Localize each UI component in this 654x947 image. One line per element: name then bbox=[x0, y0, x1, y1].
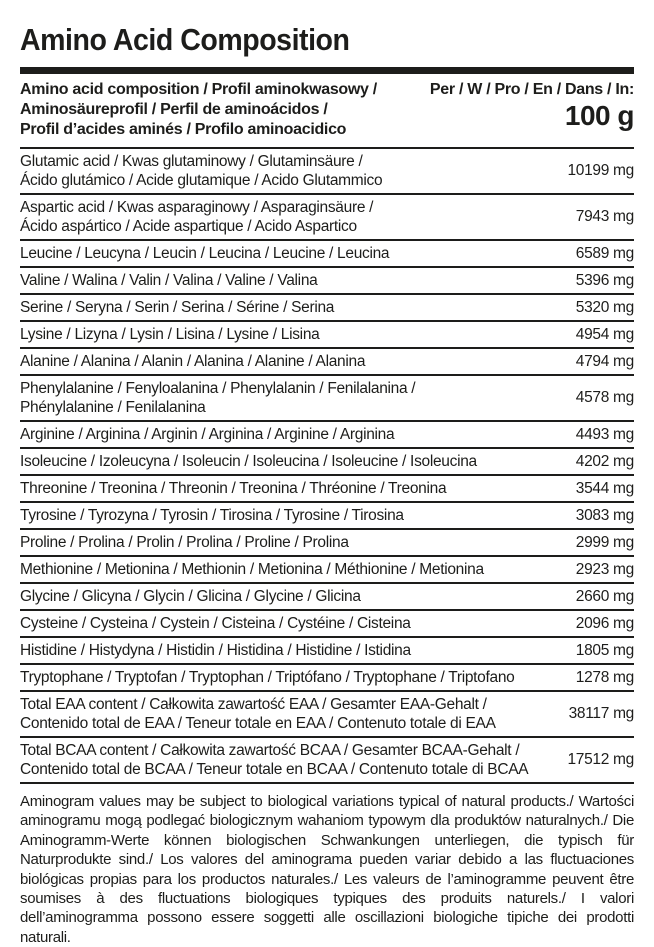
amino-name-line: Proline / Prolina / Prolin / Prolina / Proline / Prolina bbox=[20, 534, 349, 551]
amino-name-line: Ácido aspártico / Acide aspartique / Acido Aspartico bbox=[20, 218, 357, 235]
amino-value: 4202 mg bbox=[575, 452, 634, 470]
table-row bbox=[20, 195, 634, 241]
amino-names bbox=[20, 198, 373, 236]
amino-value: 7943 mg bbox=[575, 208, 634, 225]
amino-names bbox=[20, 506, 404, 525]
table-row bbox=[20, 584, 634, 611]
amino-names bbox=[20, 587, 361, 606]
amino-value: 4578 mg bbox=[575, 389, 634, 406]
amino-name-line: Isoleucine / Izoleucyna / Isoleucin / Isoleucina / Isoleucine / Isoleucina bbox=[20, 453, 477, 470]
amino-value: 6589 mg bbox=[575, 244, 634, 262]
amino-names bbox=[20, 271, 317, 290]
table-row bbox=[20, 449, 634, 476]
amino-value: 4954 mg bbox=[575, 325, 634, 343]
table-row bbox=[20, 241, 634, 268]
per-serving-amount: 100 g bbox=[564, 100, 634, 131]
table-row bbox=[20, 268, 634, 295]
amino-name-line: Serine / Seryna / Serin / Serina / Sérine / Serina bbox=[20, 299, 335, 316]
amino-name-line: Tryptophane / Tryptofan / Tryptophan / Triptófano / Tryptophane / Triptofano bbox=[20, 669, 515, 686]
amino-value: 1805 mg bbox=[575, 641, 634, 659]
amino-name-line: Contenido total de BCAA / Teneur totale en BCAA / Contenuto totale di BCAA bbox=[20, 761, 529, 778]
amino-names bbox=[20, 695, 496, 733]
amino-value: 3544 mg bbox=[575, 479, 634, 497]
amino-value: 2999 mg bbox=[575, 533, 634, 551]
table-row bbox=[20, 530, 634, 557]
amino-name-line: Glycine / Glicyna / Glycin / Glicina / Glycine / Glicina bbox=[20, 588, 361, 605]
table-row bbox=[20, 295, 634, 322]
table-row bbox=[20, 149, 634, 195]
title-divider bbox=[20, 67, 634, 74]
amino-value: 4794 mg bbox=[575, 352, 634, 370]
table-row bbox=[20, 557, 634, 584]
amino-names bbox=[20, 244, 389, 263]
table-row bbox=[20, 476, 634, 503]
amino-name-line: Total EAA content / Całkowita zawartość EAA / Gesamter EAA-Gehalt / bbox=[20, 696, 487, 713]
amino-name-line: Leucine / Leucyna / Leucin / Leucina / Leucine / Leucina bbox=[20, 245, 390, 262]
amino-value: 38117 mg bbox=[568, 705, 634, 722]
amino-value: 2660 mg bbox=[575, 587, 634, 605]
table-row bbox=[20, 503, 634, 530]
amino-name-line: Phénylalanine / Fenilalanina bbox=[20, 399, 206, 416]
amino-names bbox=[20, 533, 349, 552]
table-row bbox=[20, 376, 634, 422]
table-row bbox=[20, 611, 634, 638]
table-row bbox=[20, 422, 634, 449]
amino-name-line: Ácido glutámico / Acide glutamique / Acido Glutammico bbox=[20, 172, 383, 189]
amino-value: 1278 mg bbox=[575, 668, 634, 686]
table-row bbox=[20, 692, 634, 738]
amino-names bbox=[20, 668, 514, 687]
amino-name-line: Tyrosine / Tyrozyna / Tyrosin / Tirosina / Tyrosine / Tirosina bbox=[20, 507, 404, 524]
amino-value: 4493 mg bbox=[575, 425, 634, 443]
header-label-line: Amino acid composition / Profil aminokwasowy / bbox=[20, 81, 377, 98]
amino-names bbox=[20, 614, 411, 633]
header-label-line: Profil d’acides aminés / Profilo aminoacidico bbox=[20, 121, 347, 138]
header-column-label bbox=[20, 80, 377, 140]
amino-names bbox=[20, 741, 528, 779]
amino-name-line: Valine / Walina / Valin / Valina / Valine / Valina bbox=[20, 272, 318, 289]
amino-name-line: Arginine / Arginina / Arginin / Arginina / Arginine / Arginina bbox=[20, 426, 395, 443]
amino-value: 3083 mg bbox=[575, 506, 634, 524]
footnote: Aminogram values may be subject to biological variations typical of natural products./ Wartości aminogramu mogą podlegać biologicznym wahaniom typowym dla produktów naturalnych./ Die Aminogramm-Werte können biologischen Schwankungen unterliegen, die typisch für Naturprodukte sind./ Los valores del aminograma pueden variar debido a las fluctuaciones biológicas propias para los productos naturales./ Les valeurs de l’aminogramme peuvent être soumises à des fluctuations biologiques typiques des produits naturels./ I valori dell’aminogramma possono essere soggetti alle oscillazioni biologiche tipiche dei prodotti naturali. bbox=[20, 793, 634, 946]
table-header bbox=[20, 74, 634, 149]
amino-name-line: Phenylalanine / Fenyloalanina / Phenylalanin / Fenilalanina / bbox=[20, 380, 416, 397]
amino-name-line: Contenido total de EAA / Teneur totale en EAA / Contenuto totale di EAA bbox=[20, 715, 496, 732]
header-label-line: Aminosäureprofil / Perfil de aminoácidos / bbox=[20, 101, 328, 118]
amino-names bbox=[20, 641, 411, 660]
per-serving-label: Per / W / Pro / En / Dans / In: bbox=[429, 81, 634, 98]
amino-name-line: Threonine / Treonina / Threonin / Treonina / Thréonine / Treonina bbox=[20, 480, 447, 497]
amino-names bbox=[20, 560, 484, 579]
amino-names bbox=[20, 479, 446, 498]
amino-names bbox=[20, 152, 382, 190]
amino-name-line: Histidine / Histydyna / Histidin / Histidina / Histidine / Istidina bbox=[20, 642, 411, 659]
amino-names bbox=[20, 379, 415, 417]
table-row bbox=[20, 322, 634, 349]
table-row bbox=[20, 638, 634, 665]
amino-value: 17512 mg bbox=[567, 751, 634, 768]
amino-names bbox=[20, 452, 477, 471]
amino-name-line: Cysteine / Cysteina / Cystein / Cisteina / Cystéine / Cisteina bbox=[20, 615, 411, 632]
amino-names bbox=[20, 425, 394, 444]
amino-name-line: Alanine / Alanina / Alanin / Alanina / Alanine / Alanina bbox=[20, 353, 366, 370]
amino-value: 5320 mg bbox=[575, 298, 634, 316]
table-row bbox=[20, 665, 634, 692]
amino-value: 5396 mg bbox=[575, 271, 634, 289]
amino-value: 2096 mg bbox=[575, 614, 634, 632]
amino-names bbox=[20, 325, 319, 344]
amino-names bbox=[20, 298, 334, 317]
header-per-block bbox=[430, 80, 634, 132]
table-row bbox=[20, 738, 634, 784]
amino-name-line: Methionine / Metionina / Methionin / Metionina / Méthionine / Metionina bbox=[20, 561, 484, 578]
amino-name-line: Lysine / Lizyna / Lysin / Lisina / Lysine / Lisina bbox=[20, 326, 320, 343]
table-row bbox=[20, 349, 634, 376]
amino-name-line: Total BCAA content / Całkowita zawartość BCAA / Gesamter BCAA-Gehalt / bbox=[20, 742, 520, 759]
amino-name-line: Glutamic acid / Kwas glutaminowy / Glutaminsäure / bbox=[20, 153, 363, 170]
page-title: Amino Acid Composition bbox=[20, 22, 350, 57]
amino-table bbox=[20, 149, 634, 784]
amino-value: 2923 mg bbox=[575, 560, 634, 578]
amino-names bbox=[20, 352, 365, 371]
amino-name-line: Aspartic acid / Kwas asparaginowy / Asparaginsäure / bbox=[20, 199, 374, 216]
amino-value: 10199 mg bbox=[567, 162, 634, 179]
